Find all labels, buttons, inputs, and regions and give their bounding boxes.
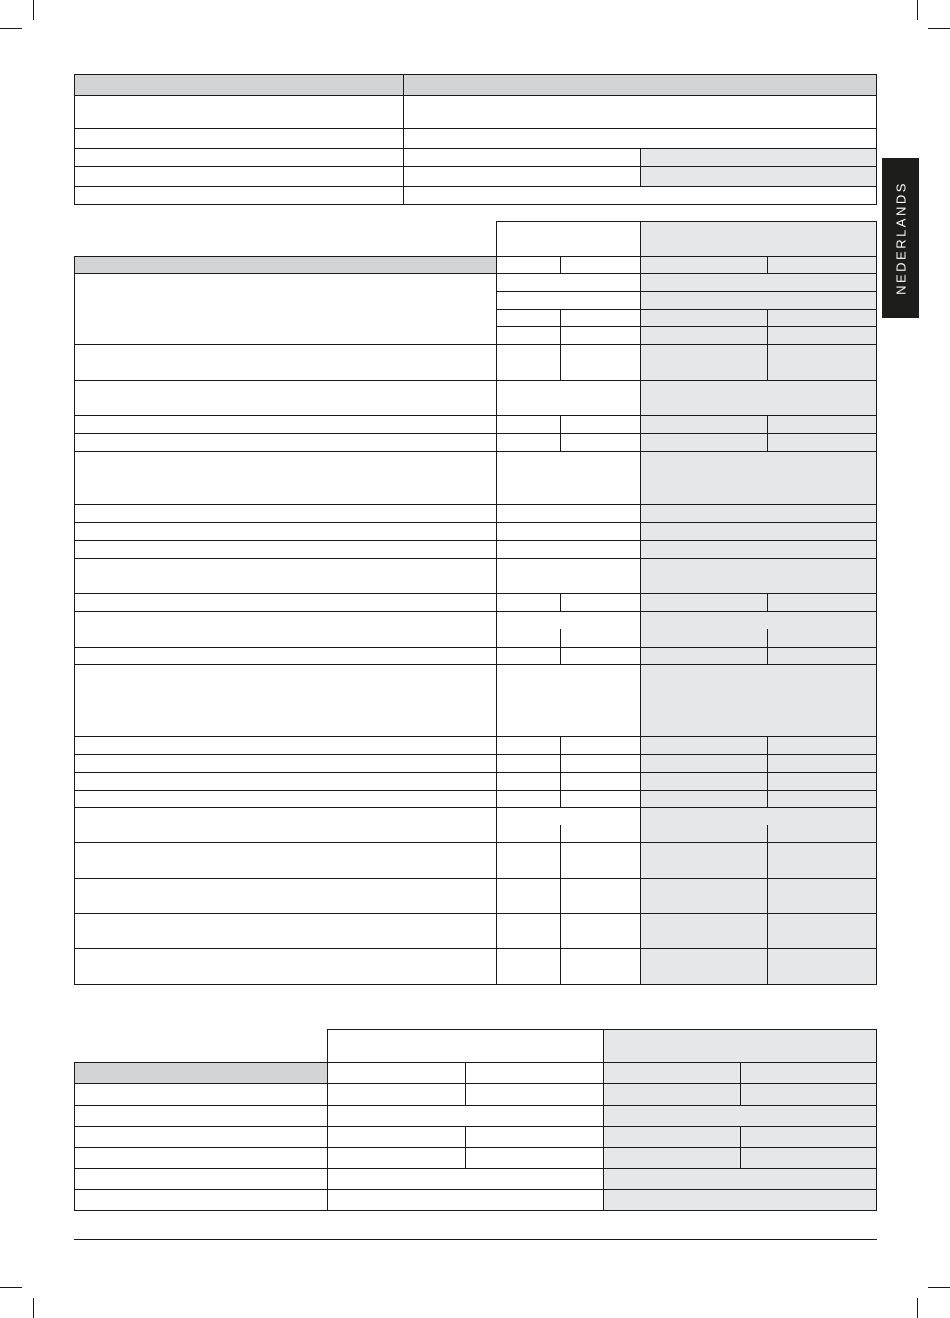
spec-cell-shaded [767,772,877,791]
spec-partial-divider [560,825,561,843]
spec-cell-shaded [640,878,768,914]
language-tab-label: NEDERLANDS [893,181,908,295]
spec-cell [560,415,641,434]
spec-cell-merged-shaded [640,664,877,737]
spec-row-label [74,451,497,505]
spec-cell-merged [496,611,641,648]
spec-cell [560,647,641,665]
spec-cell [496,593,561,612]
spec-cell-shaded [767,415,877,434]
product-info-row-value [403,95,877,129]
spec-row-label [74,948,497,985]
crop-mark-top-right-horizontal [928,28,950,29]
product-info-row-label [74,186,404,205]
spec-cell [560,326,641,345]
spec-cell-merged [496,273,641,292]
spec-cell [496,415,561,434]
secondary-cell-merged-shaded [603,1168,877,1190]
spec-cell [560,878,641,914]
spec-cell [496,948,561,985]
spec-cell-shaded [640,647,768,665]
spec-row-label [74,772,497,791]
spec-row-label [74,273,497,345]
spec-cell-merged [496,380,641,416]
spec-cell [560,309,641,327]
spec-row-label [74,540,497,559]
spec-row-label [74,433,497,452]
spec-cell-merged [496,451,641,505]
spec-row-label [74,878,497,914]
spec-cell-shaded [640,593,768,612]
spec-cell [496,647,561,665]
spec-cell-shaded [640,754,768,773]
spec-cell-merged [496,522,641,541]
secondary-cell-merged [327,1189,604,1211]
secondary-row-label [74,1126,328,1148]
secondary-cell [465,1126,604,1148]
spec-row-label [74,593,497,612]
spec-row-label [74,611,497,648]
spec-cell [496,326,561,345]
spec-cell-shaded [640,913,768,949]
secondary-group-header-primary [327,1029,604,1063]
spec-cell-shaded [640,790,768,808]
secondary-cell-shaded [603,1126,741,1148]
spec-cell-merged [496,558,641,594]
spec-cell-shaded [640,772,768,791]
crop-mark-top-right-vertical [917,0,918,20]
secondary-cell [327,1083,466,1106]
spec-cell [560,772,641,791]
product-info-row-label [74,128,404,149]
product-info-row-label [74,95,404,129]
spec-partial-divider [767,825,768,843]
spec-column-header-d [767,256,877,274]
spec-cell-shaded [767,344,877,381]
secondary-row-label [74,1168,328,1190]
spec-column-header-label [74,256,497,274]
spec-cell-shaded [640,309,768,327]
secondary-cell-merged-shaded [603,1105,877,1127]
product-info-row-label [74,166,404,187]
spec-row-label [74,344,497,381]
secondary-cell-merged [327,1105,604,1127]
product-info-row-value [403,128,877,149]
spec-cell-merged-shaded [640,451,877,505]
crop-mark-bottom-left-vertical [33,1298,34,1318]
spec-cell-merged-shaded [640,380,877,416]
spec-cell-shaded [767,309,877,327]
spec-row-label [74,790,497,808]
secondary-cell [465,1147,604,1169]
spec-cell [560,790,641,808]
spec-cell [560,842,641,879]
spec-cell-shaded [767,593,877,612]
spec-cell [560,433,641,452]
spec-cell-shaded [767,913,877,949]
spec-cell-shaded [640,344,768,381]
product-info-row-value [403,166,641,187]
spec-cell-merged-shaded [640,540,877,559]
spec-row-label [74,380,497,416]
spec-cell [496,878,561,914]
spec-row-label [74,754,497,773]
secondary-column-header-a [327,1062,466,1084]
spec-cell [560,948,641,985]
spec-cell-merged-shaded [640,504,877,523]
spec-cell-shaded [767,790,877,808]
spec-cell [560,593,641,612]
spec-cell-shaded [767,647,877,665]
spec-cell-merged [496,540,641,559]
spec-cell-shaded [640,842,768,879]
spec-column-header-a [496,256,561,274]
secondary-column-header-b [465,1062,604,1084]
spec-cell-merged-shaded [640,522,877,541]
spec-cell-shaded [767,842,877,879]
spec-cell-shaded [767,736,877,755]
secondary-cell-shaded [603,1147,741,1169]
spec-cell [496,772,561,791]
footer-rule [74,1239,877,1240]
spec-cell [496,790,561,808]
spec-cell [496,433,561,452]
spec-row-label [74,736,497,755]
spec-cell-merged-shaded [640,273,877,292]
secondary-row-label [74,1083,328,1106]
spec-cell-shaded [640,736,768,755]
spec-cell-merged-shaded [640,558,877,594]
secondary-cell [465,1083,604,1106]
spec-row-label [74,504,497,523]
secondary-column-header-label [74,1062,328,1084]
spec-column-header-b [560,256,641,274]
crop-mark-bottom-right-vertical [917,1298,918,1318]
spec-cell [560,736,641,755]
spec-cell [496,754,561,773]
crop-mark-top-left-vertical [33,0,34,20]
spec-cell-merged [496,807,641,843]
product-info-row-label [74,148,404,167]
secondary-cell-merged [327,1168,604,1190]
spec-cell-shaded [767,878,877,914]
spec-row-label [74,664,497,737]
product-info-row-value-shaded [640,148,877,167]
spec-cell [560,913,641,949]
spec-row-label [74,558,497,594]
spec-cell-shaded [767,948,877,985]
product-info-row-value [403,148,641,167]
secondary-column-header-c [603,1062,741,1084]
spec-row-label [74,415,497,434]
spec-cell [496,913,561,949]
spec-cell-merged-shaded [640,807,877,843]
spec-cell-shaded [767,326,877,345]
spec-cell-shaded [640,326,768,345]
spec-row-label [74,647,497,665]
spec-row-label [74,522,497,541]
spec-cell-shaded [640,433,768,452]
spec-cell [496,344,561,381]
spec-cell-merged [496,291,641,310]
secondary-cell-shaded [740,1126,877,1148]
spec-cell [560,344,641,381]
secondary-row-label [74,1147,328,1169]
spec-cell-shaded [640,415,768,434]
secondary-cell-shaded [740,1083,877,1106]
product-info-header-label [74,74,404,96]
language-tab [882,158,919,318]
spec-cell-shaded [767,433,877,452]
spec-cell [560,754,641,773]
spec-cell [496,309,561,327]
product-info-row-value-shaded [640,166,877,187]
spec-cell-merged-shaded [640,291,877,310]
crop-mark-bottom-right-horizontal [928,1287,950,1288]
spec-row-label [74,807,497,843]
spec-cell-shaded [640,948,768,985]
spec-partial-divider [767,629,768,647]
secondary-cell [327,1126,466,1148]
secondary-cell [327,1147,466,1169]
secondary-column-header-d [740,1062,877,1084]
spec-column-header-c [640,256,768,274]
crop-mark-bottom-left-horizontal [0,1287,22,1288]
spec-partial-divider [560,629,561,647]
secondary-cell-shaded [603,1083,741,1106]
spec-cell-merged [496,504,641,523]
spec-cell [496,736,561,755]
spec-row-label [74,913,497,949]
secondary-cell-merged-shaded [603,1189,877,1211]
secondary-cell-shaded [740,1147,877,1169]
spec-cell-merged-shaded [640,611,877,648]
secondary-row-label [74,1189,328,1211]
spec-row-label [74,842,497,879]
spec-cell-merged [496,664,641,737]
secondary-group-header-secondary [603,1029,877,1063]
product-info-header-value [403,74,877,96]
spec-cell-shaded [767,754,877,773]
spec-group-header-secondary [640,221,877,257]
secondary-row-label [74,1105,328,1127]
spec-group-header-primary [496,221,641,257]
product-info-row-value [403,186,877,205]
crop-mark-top-left-horizontal [0,28,22,29]
spec-cell [496,842,561,879]
